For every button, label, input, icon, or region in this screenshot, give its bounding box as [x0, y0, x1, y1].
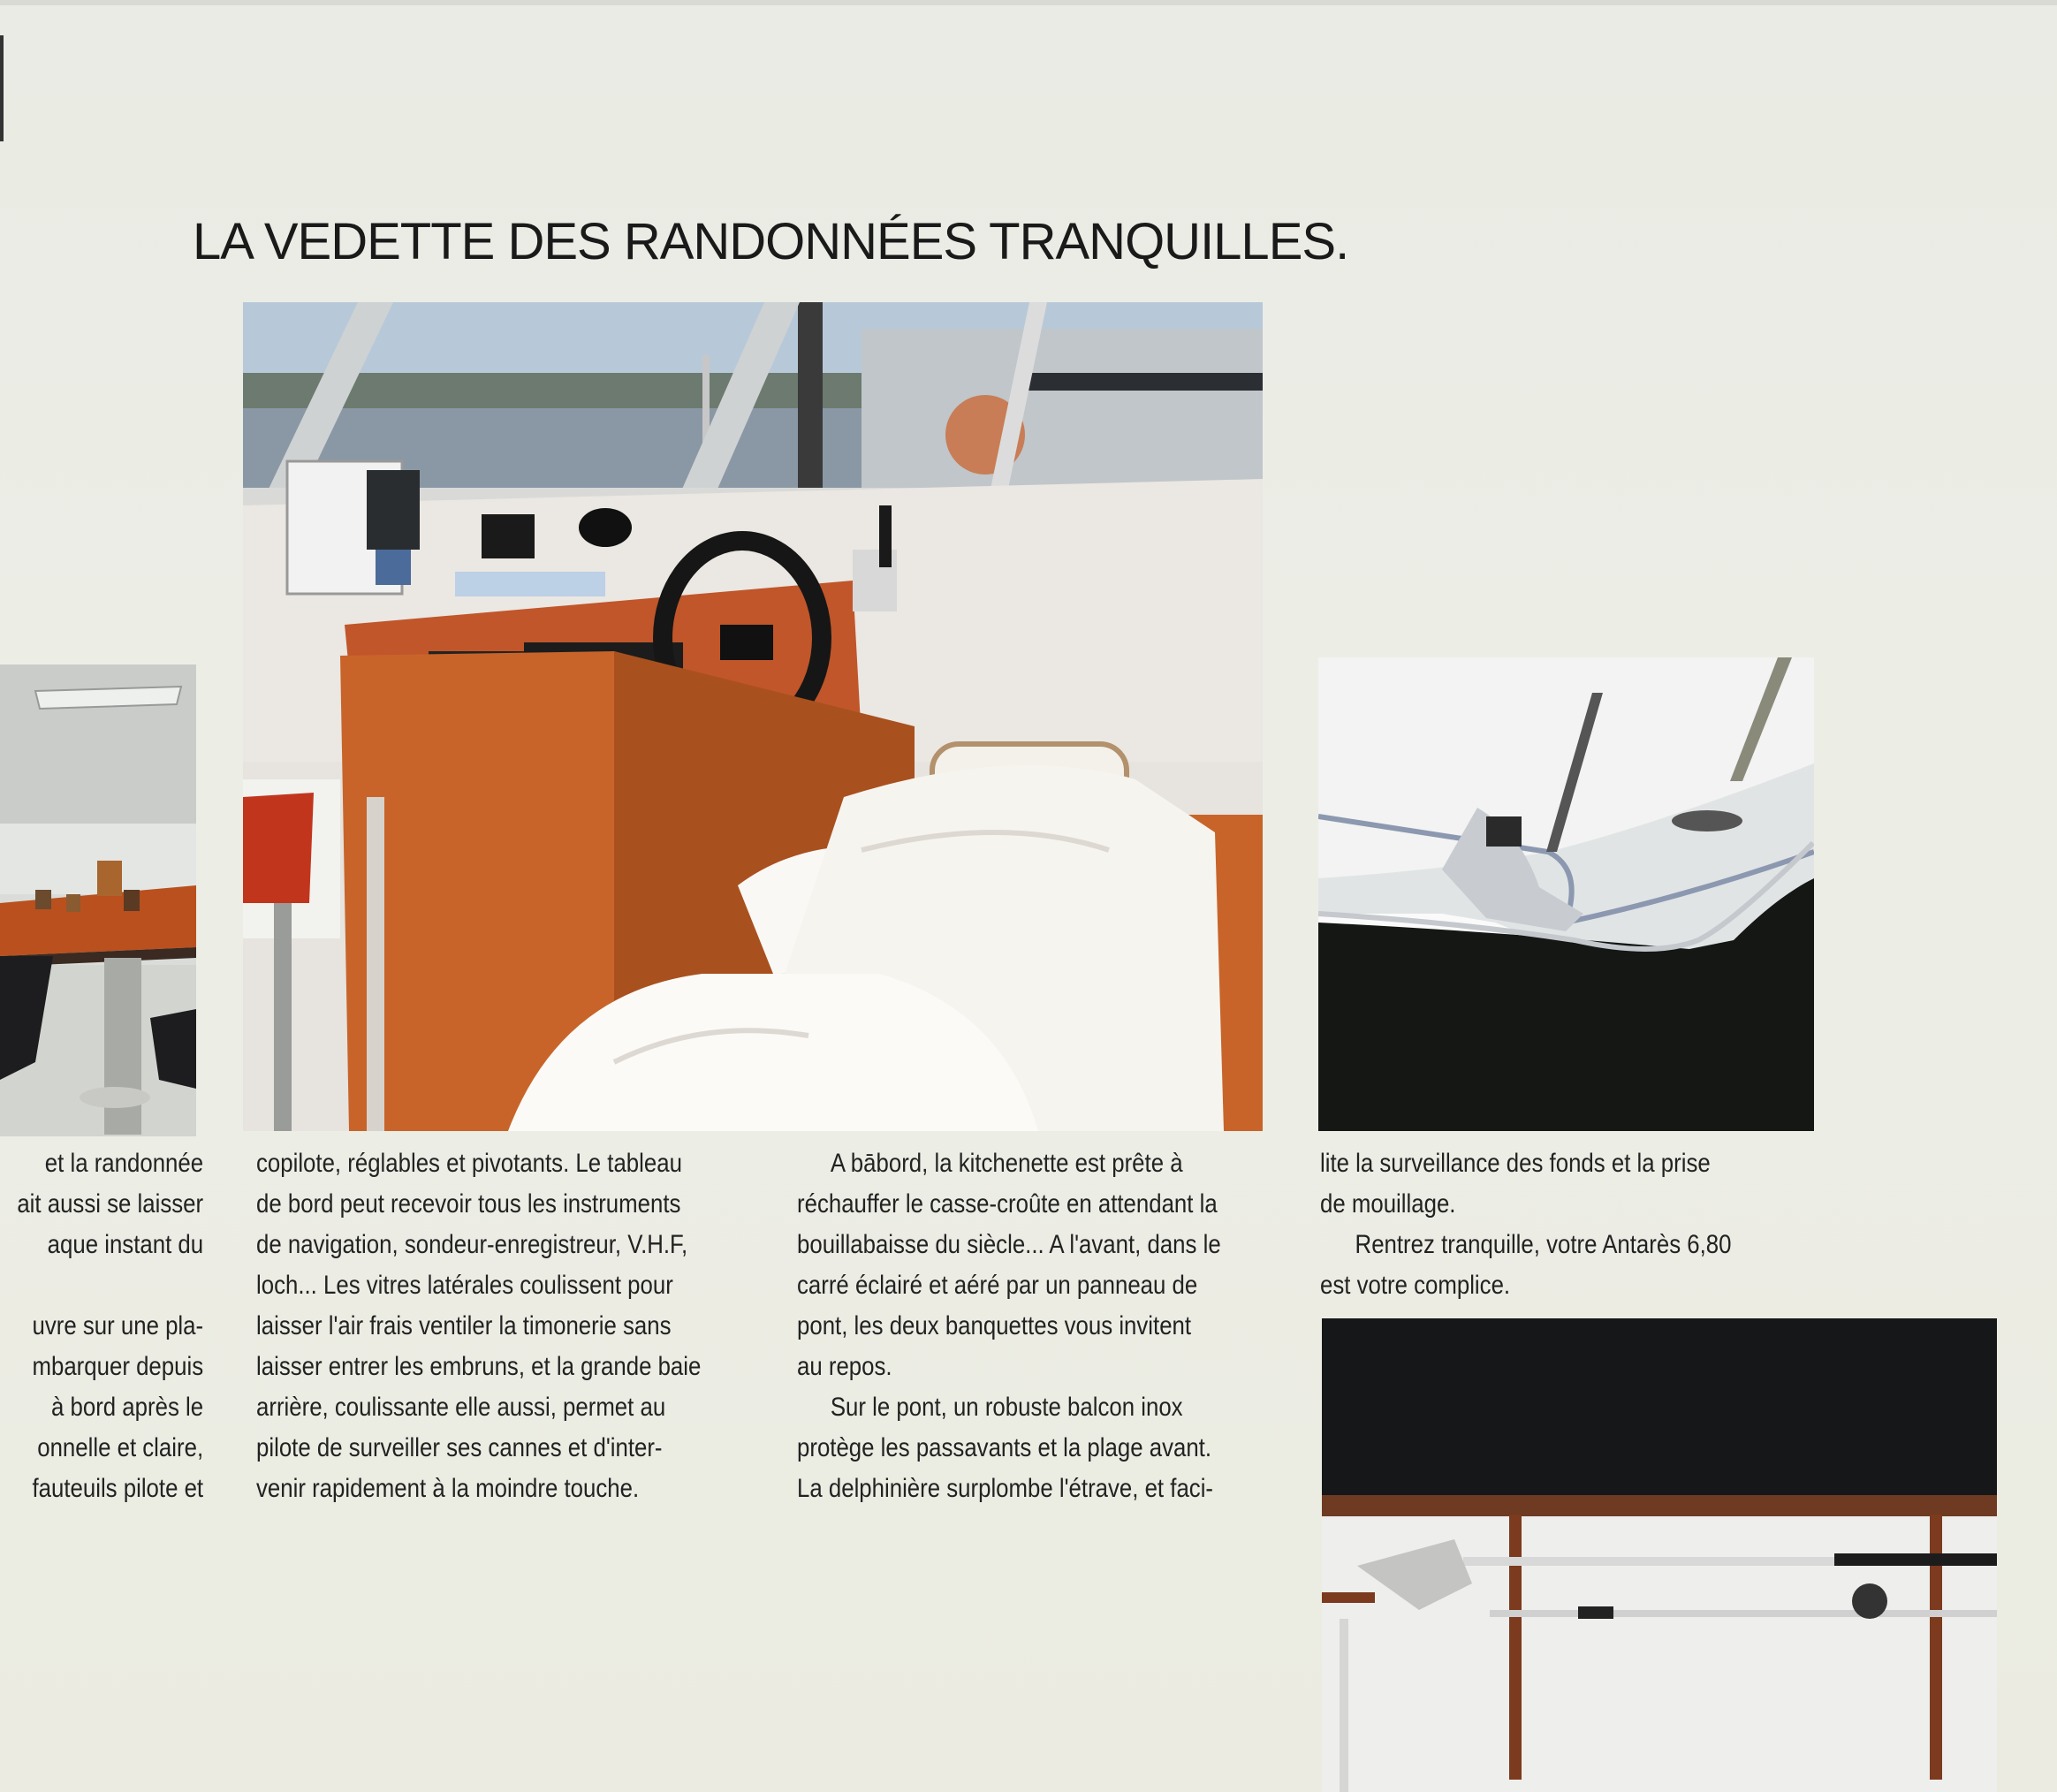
text-line: Rentrez tranquille, votre Antarès 6,80 [1355, 1230, 1732, 1259]
text-line: mbarquer depuis [32, 1352, 203, 1381]
text-line: et la randonnée [44, 1149, 203, 1178]
text-line: uvre sur une pla- [32, 1311, 204, 1340]
text-line: laisser entrer les embruns, et la grande baie [256, 1352, 702, 1381]
text-line: onnelle et claire, [37, 1433, 204, 1462]
text-gap [17, 1265, 203, 1306]
text-line: de navigation, sondeur-enregistreur, V.H.F, [256, 1230, 688, 1259]
text-line: de bord peut recevoir tous les instruments [256, 1189, 681, 1219]
text-line: La delphinière surplombe l'étrave, et faci- [797, 1474, 1214, 1503]
text-column-3 [797, 1143, 1221, 1509]
text-line: carré éclairé et aéré par un panneau de [797, 1271, 1198, 1300]
text-line: fauteuils pilote et [32, 1474, 204, 1503]
photo-cabin-table [0, 664, 196, 1136]
text-line: lite la surveillance des fonds et la prise [1320, 1149, 1711, 1178]
text-line: arrière, coulissante elle aussi, permet au [256, 1393, 666, 1422]
text-line: bouillabaisse du siècle... A l'avant, dans le [797, 1230, 1221, 1259]
text-line: pilote de surveiller ses cannes et d'inter- [256, 1433, 663, 1462]
text-line: laisser l'air frais ventiler la timonerie sans [256, 1311, 672, 1340]
text-line: protège les passavants et la plage avant. [797, 1433, 1212, 1462]
photo-bow-deck [1318, 657, 1814, 1131]
photo-helm-station [243, 302, 1263, 1131]
text-line: réchauffer le casse-croûte en attendant la [797, 1189, 1218, 1219]
page-title: LA VEDETTE DES RANDONNÉES TRANQUILLES. [193, 213, 1349, 270]
text-line: à bord après le [50, 1393, 203, 1422]
photo-rod-rack [1322, 1318, 1997, 1792]
text-line: A bābord, la kitchenette est prête à [830, 1149, 1183, 1178]
text-line: loch... Les vitres latérales coulissent pour [256, 1271, 673, 1300]
text-column-2 [256, 1143, 701, 1509]
text-line: venir rapidement à la moindre touche. [256, 1474, 640, 1503]
text-line: de mouillage. [1320, 1189, 1456, 1219]
text-line: Sur le pont, un robuste balcon inox [830, 1393, 1183, 1422]
text-line: est votre complice. [1320, 1271, 1511, 1300]
text-line: copilote, réglables et pivotants. Le tableau [256, 1149, 682, 1178]
page-top-edge [0, 0, 2057, 5]
page-left-edge [0, 35, 4, 141]
text-line: au repos. [797, 1352, 892, 1381]
text-column-1 [17, 1143, 203, 1509]
text-line: pont, les deux banquettes vous invitent [797, 1311, 1192, 1340]
text-column-4 [1320, 1143, 1732, 1306]
text-line: ait aussi se laisser [17, 1189, 203, 1219]
text-line: aque instant du [47, 1230, 203, 1259]
